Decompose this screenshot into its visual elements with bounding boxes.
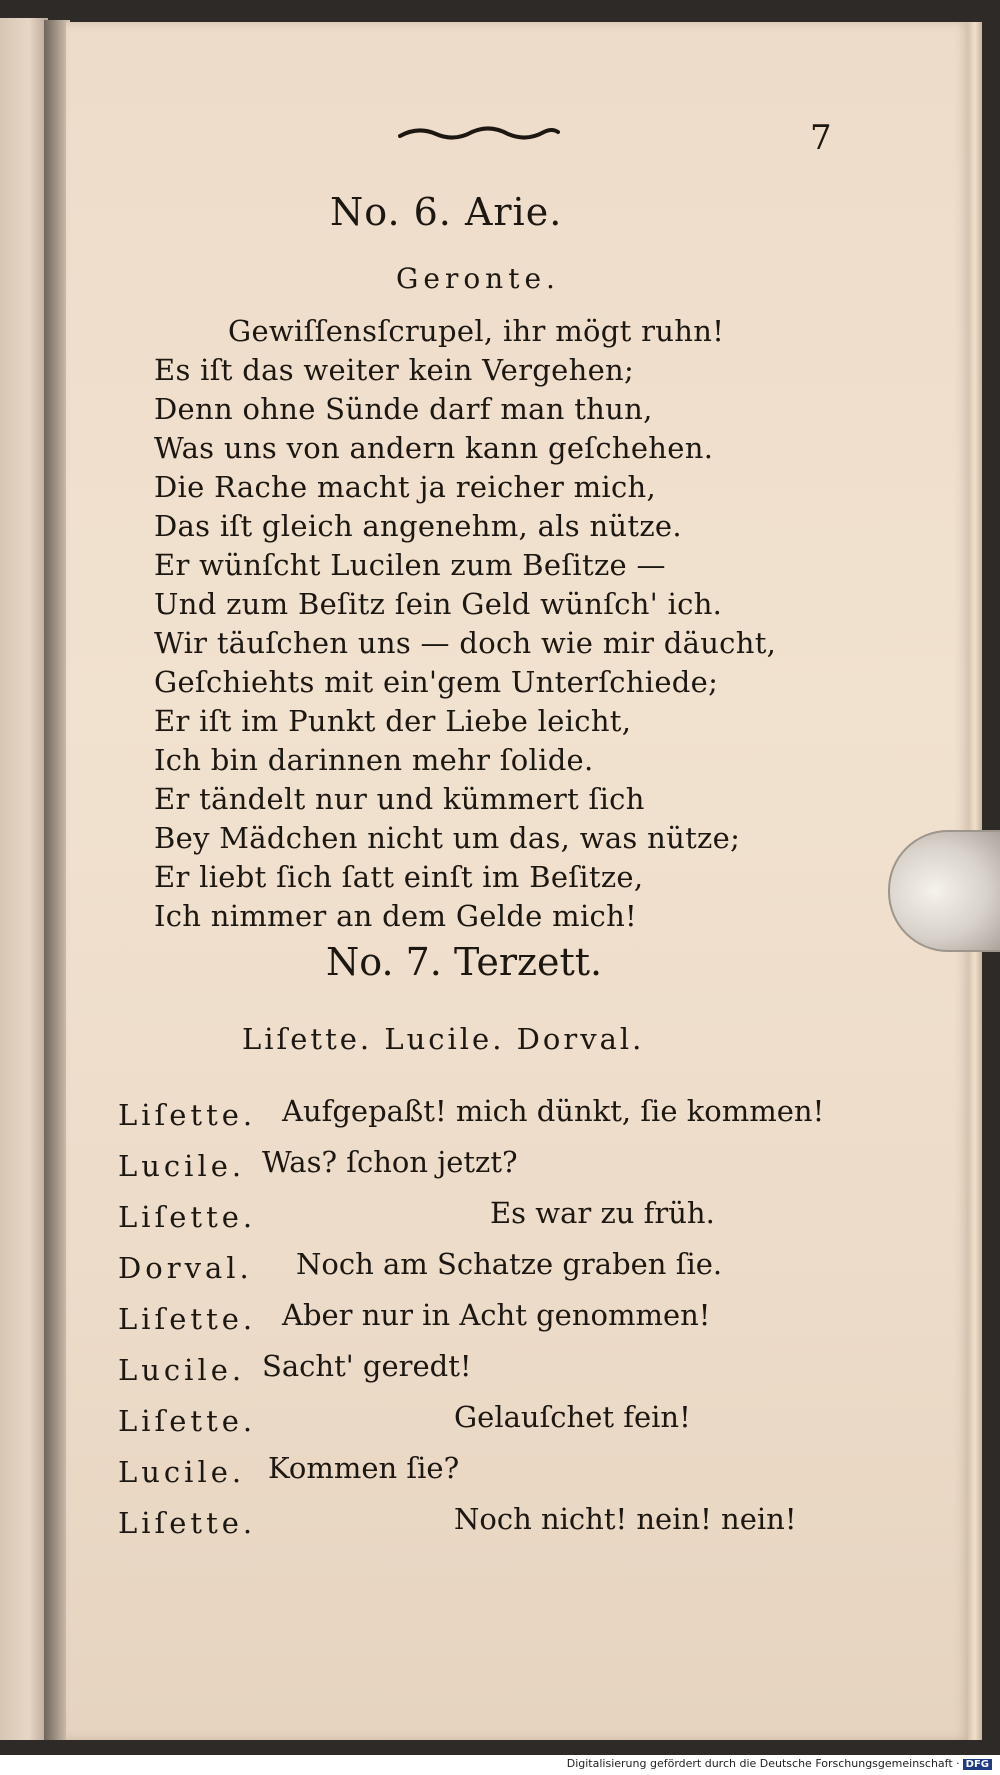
verse-line: Und zum Beſitz ſein Geld wünſch' ich. bbox=[154, 587, 723, 621]
page-number: 7 bbox=[810, 118, 832, 158]
verse-line: Er iſt im Punkt der Liebe leicht, bbox=[154, 704, 632, 738]
dialogue-speaker: Lucile. bbox=[118, 1353, 246, 1387]
verse-line: Was uns von andern kann geſchehen. bbox=[154, 431, 714, 465]
page-clip bbox=[888, 830, 1000, 952]
verse-line: Denn ohne Sünde darf man thun, bbox=[154, 392, 653, 426]
dialogue-speaker: Liſette. bbox=[118, 1404, 257, 1438]
dialogue-line: Es war zu früh. bbox=[490, 1196, 715, 1230]
verse-line: Gewiſſensſcrupel, ihr mögt ruhn! bbox=[228, 314, 725, 348]
verse-line: Er wünſcht Lucilen zum Beſitze — bbox=[154, 548, 666, 582]
dialogue-line: Was? ſchon jetzt? bbox=[262, 1145, 518, 1179]
terzett-heading: No. 7. Terzett. bbox=[326, 940, 603, 984]
header-ornament bbox=[398, 124, 560, 144]
dialogue-speaker: Liſette. bbox=[118, 1200, 257, 1234]
dialogue-line: Kommen ſie? bbox=[268, 1451, 460, 1485]
verse-line: Geſchiehts mit ein'gem Unterſchiede; bbox=[154, 665, 719, 699]
dialogue-speaker: Liſette. bbox=[118, 1506, 257, 1540]
dialogue-speaker: Lucile. bbox=[118, 1149, 246, 1183]
verse-line: Es iſt das weiter kein Vergehen; bbox=[154, 353, 635, 387]
dialogue-speaker: Dorval. bbox=[118, 1251, 253, 1285]
verse-line: Ich nimmer an dem Gelde mich! bbox=[154, 899, 638, 933]
funding-note bbox=[567, 1757, 992, 1770]
verse-line: Ich bin darinnen mehr ſolide. bbox=[154, 743, 594, 777]
verse-line: Er tändelt nur und kümmert ſich bbox=[154, 782, 645, 816]
facing-page-edge bbox=[0, 18, 48, 1740]
cast-list: Liſette. Lucile. Dorval. bbox=[242, 1022, 645, 1056]
dialogue-line: Aufgepaßt! mich dünkt, ſie kommen! bbox=[282, 1094, 825, 1128]
dialogue-line: Gelauſchet fein! bbox=[454, 1400, 691, 1434]
verse-line: Das iſt gleich angenehm, als nütze. bbox=[154, 509, 682, 543]
dialogue-speaker: Liſette. bbox=[118, 1302, 257, 1336]
dfg-logo: DFG bbox=[963, 1759, 992, 1770]
dialogue-line: Noch nicht! nein! nein! bbox=[454, 1502, 797, 1536]
dialogue-line: Aber nur in Acht genommen! bbox=[282, 1298, 711, 1332]
funding-note-text: Digitalisierung gefördert durch die Deutsche Forschungsgemeinschaft · bbox=[566, 1757, 960, 1770]
dialogue-speaker: Liſette. bbox=[118, 1098, 257, 1132]
verse-line: Wir täuſchen uns — doch wie mir däucht, bbox=[154, 626, 777, 660]
dialogue-speaker: Lucile. bbox=[118, 1455, 246, 1489]
dialogue-line: Noch am Schatze graben ſie. bbox=[296, 1247, 723, 1281]
verse-line: Die Rache macht ja reicher mich, bbox=[154, 470, 657, 504]
aria-heading: No. 6. Arie. bbox=[330, 190, 563, 234]
verse-line: Er liebt ſich ſatt einſt im Beſitze, bbox=[154, 860, 644, 894]
aria-speaker: Geronte. bbox=[396, 262, 560, 295]
verse-line: Bey Mädchen nicht um das, was nütze; bbox=[154, 821, 741, 855]
dialogue-line: Sacht' geredt! bbox=[262, 1349, 472, 1383]
